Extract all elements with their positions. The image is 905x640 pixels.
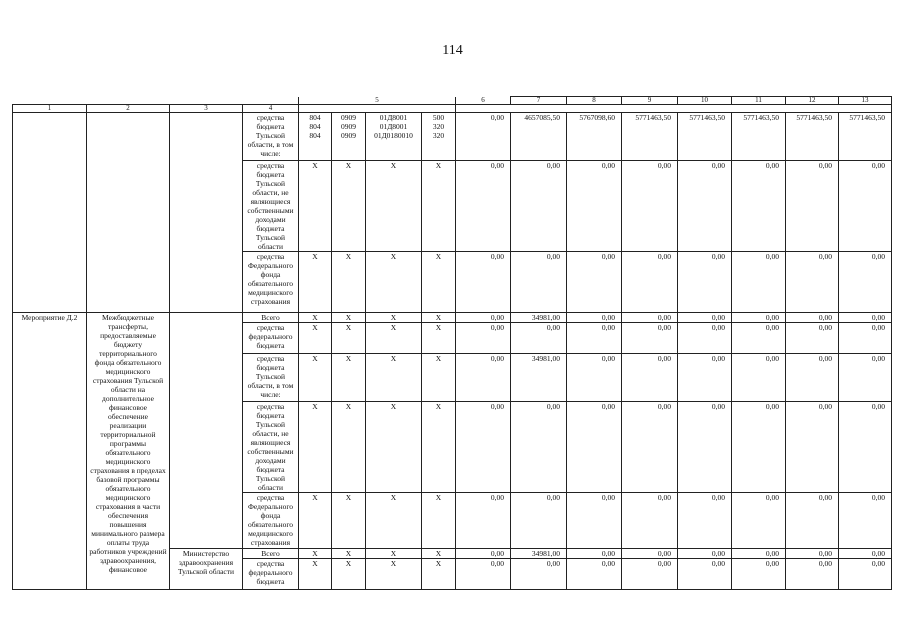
header-col-7: 7 xyxy=(511,97,567,105)
header-col-4: 4 xyxy=(243,105,299,113)
table-row: средства федерального бюджета Х Х Х Х 0,00 0,00 0,00 0,00 0,00 0,00 0,00 0,00 xyxy=(13,559,892,590)
measure-label: Мероприятие Д.2 xyxy=(13,313,87,590)
header-col-13: 13 xyxy=(839,97,892,105)
header-col-5: 5 xyxy=(299,97,456,105)
table-row: Министерство здравоохранения Тульской области Всего Х Х Х Х 0,00 34981,00 0,00 0,00 0,00 0,00 0,00 0,00 xyxy=(13,549,892,559)
table-row: средства федерального бюджета Х Х Х Х 0,00 0,00 0,00 0,00 0,00 0,00 0,00 0,00 xyxy=(13,323,892,354)
header-col-6: 6 xyxy=(456,97,511,105)
header-row xyxy=(13,105,892,113)
executor: Министерство здравоохранения Тульской области xyxy=(170,549,243,590)
header-col-12: 12 xyxy=(786,97,839,105)
table-row: средства Федерального фонда обязательного медицинского страхования Х Х Х Х 0,00 0,00 0,00 0,00 0,00 0,00 0,00 0,00 xyxy=(13,493,892,549)
table-row: средства бюджета Тульской области, в том числе: 804 804 804 0909 0909 0909 01Д8001 01Д8001 01Д0180010 500 320 320 0,00 4657085,50 5767098,60 5771463,50 5771463,50 5771463,50 5771463,50 5771463,50 xyxy=(13,113,892,161)
header-col-8: 8 xyxy=(567,97,622,105)
header-col-3: 3 xyxy=(170,105,243,113)
header-col-11: 11 xyxy=(732,97,786,105)
header-col-9: 9 xyxy=(622,97,678,105)
table-row: средства Федерального фонда обязательного медицинского страхования Х Х Х Х 0,00 0,00 0,00 0,00 0,00 0,00 0,00 0,00 xyxy=(13,252,892,313)
table-row: Мероприятие Д.2 Межбюджетные трансферты, предоставляемые бюджету территориального фонда обязательного медицинского страхования Тульской области на дополнительное финансовое обеспечение реализации территориальной программы обязательного медицинского страхования в пределах базовой программы обязательного медицинского страхования в части обеспечения повышения минимального размера оплаты труда работников учреждений здравоохранения, финансовое Всего Х Х Х Х 0,00 34981,00 0,00 0,00 0,00 0,00 0,00 0,00 xyxy=(13,313,892,323)
table-row: средства бюджета Тульской области, не являющиеся собственными доходами бюджета Тульской области Х Х Х Х 0,00 0,00 0,00 0,00 0,00 0,00 0,00 0,00 xyxy=(13,402,892,493)
page-number: 114 xyxy=(442,43,463,58)
table-row: средства бюджета Тульской области, в том числе: Х Х Х Х 0,00 34981,00 0,00 0,00 0,00 0,00 0,00 0,00 xyxy=(13,354,892,402)
measure-description: Межбюджетные трансферты, предоставляемые бюджету территориального фонда обязательного медицинского страхования Тульской области на дополнительное финансовое обеспечение реализации территориальной программы обязательного медицинского страхования в пределах базовой программы обязательного медицинского страхования в части обеспечения повышения минимального размера оплаты труда работников учреждений здравоохранения, финансовое xyxy=(87,313,170,590)
header-col-10: 10 xyxy=(678,97,732,105)
header-col-2: 2 xyxy=(87,105,170,113)
budget-table xyxy=(12,96,892,590)
table-row: средства бюджета Тульской области, не являющиеся собственными доходами бюджета Тульской области Х Х Х Х 0,00 0,00 0,00 0,00 0,00 0,00 0,00 0,00 xyxy=(13,161,892,252)
header-col-1: 1 xyxy=(13,105,87,113)
header-row-top xyxy=(13,97,892,105)
